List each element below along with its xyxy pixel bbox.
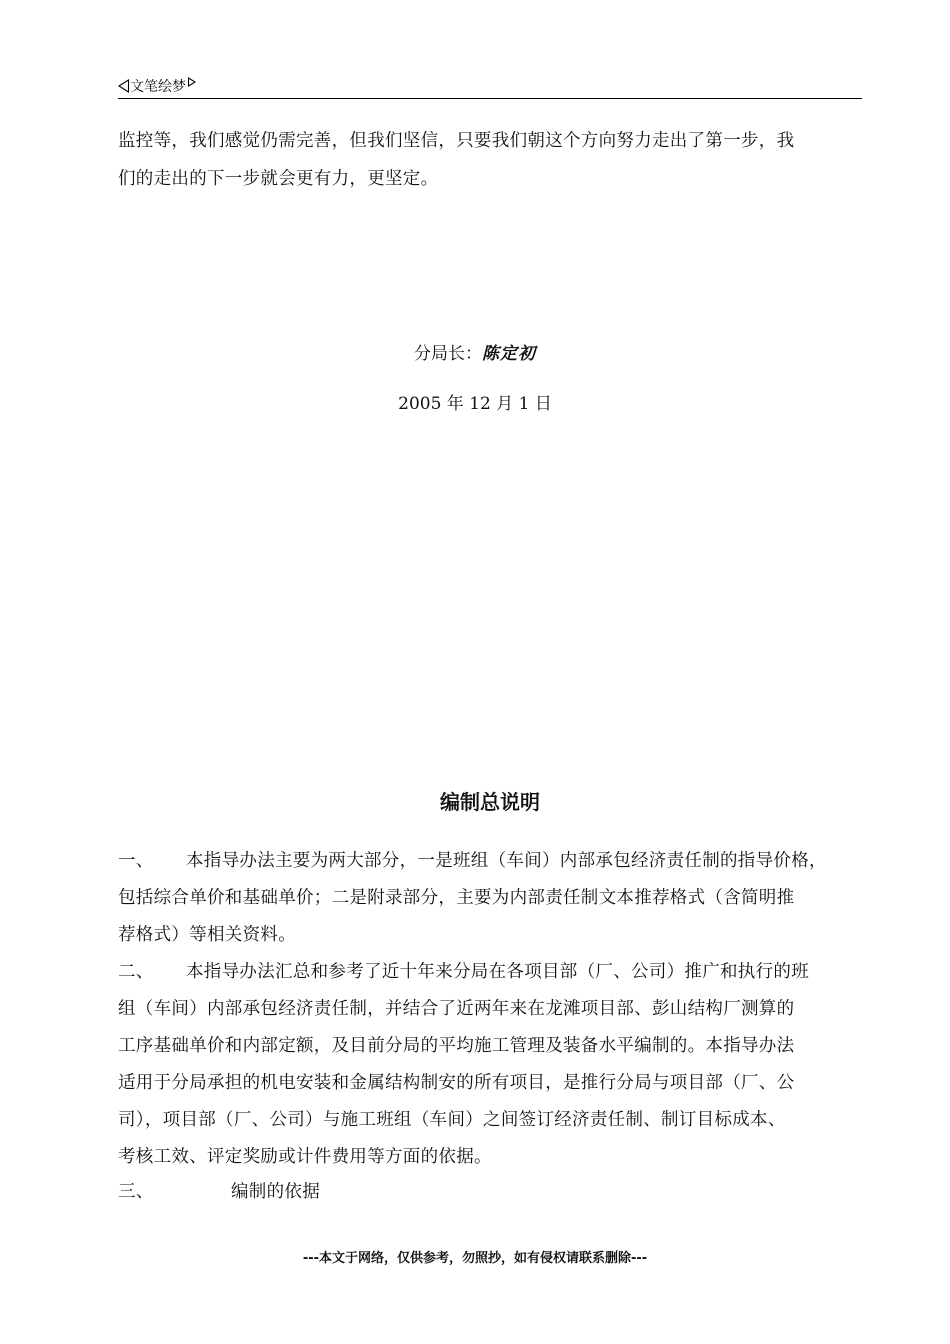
- header-brand-text: 文笔绘梦: [130, 79, 186, 95]
- signoff-label: 分局长：: [414, 344, 482, 364]
- item-2-text-1: 本指导办法汇总和参考了近十年来分局在各项目部（厂、公司）推广和执行的班: [186, 962, 809, 982]
- section-title: 编制总说明: [440, 790, 540, 814]
- header-brand: [118, 76, 196, 96]
- item-1-line-1: [118, 847, 827, 872]
- item-2-line-3: 工序基础单价和内部定额，及目前分局的平均施工管理及装备水平编制的。本指导办法: [118, 1036, 795, 1056]
- signature-name: 陈定初: [482, 344, 536, 364]
- signoff-date: 2005 年 12 月 1 日: [398, 394, 552, 414]
- page-header: [118, 74, 862, 99]
- item-2-marker: 二、: [118, 962, 154, 982]
- item-2-line-2: 组（车间）内部承包经济责任制，并结合了近两年来在龙滩项目部、彭山结构厂测算的: [118, 999, 795, 1019]
- item-1-marker: 一、: [118, 851, 154, 871]
- intro-line-1: 监控等，我们感觉仍需完善，但我们坚信，只要我们朝这个方向努力走出了第一步，我: [118, 131, 795, 151]
- right-triangle-icon: [188, 77, 196, 87]
- item-3-line-1: [118, 1178, 320, 1203]
- item-2-line-1: [118, 958, 809, 983]
- item-3-text-1: 编制的依据: [231, 1182, 320, 1202]
- item-2-line-4: 适用于分局承担的机电安装和金属结构制安的所有项目，是推行分局与项目部（厂、公: [118, 1073, 795, 1093]
- item-1-line-2: 包括综合单价和基础单价；二是附录部分，主要为内部责任制文本推荐格式（含简明推: [118, 888, 795, 908]
- item-1-text-1: 本指导办法主要为两大部分，一是班组（车间）内部承包经济责任制的指导价格，: [186, 851, 827, 871]
- item-2-line-6: 考核工效、评定奖励或计件费用等方面的依据。: [118, 1147, 492, 1167]
- left-triangle-icon: [118, 79, 129, 93]
- item-1-line-3: 荐格式）等相关资料。: [118, 925, 296, 945]
- signoff-line: [0, 339, 950, 364]
- item-2-line-5: 司），项目部（厂、公司）与施工班组（车间）之间签订经济责任制、制订目标成本、: [118, 1110, 786, 1130]
- item-3-marker: 三、: [118, 1182, 154, 1202]
- intro-line-2: 们的走出的下一步就会更有力，更坚定。: [118, 169, 439, 189]
- page-footer: ---本文于网络，仅供参考，勿照抄，如有侵权请联系删除---: [302, 1251, 648, 1266]
